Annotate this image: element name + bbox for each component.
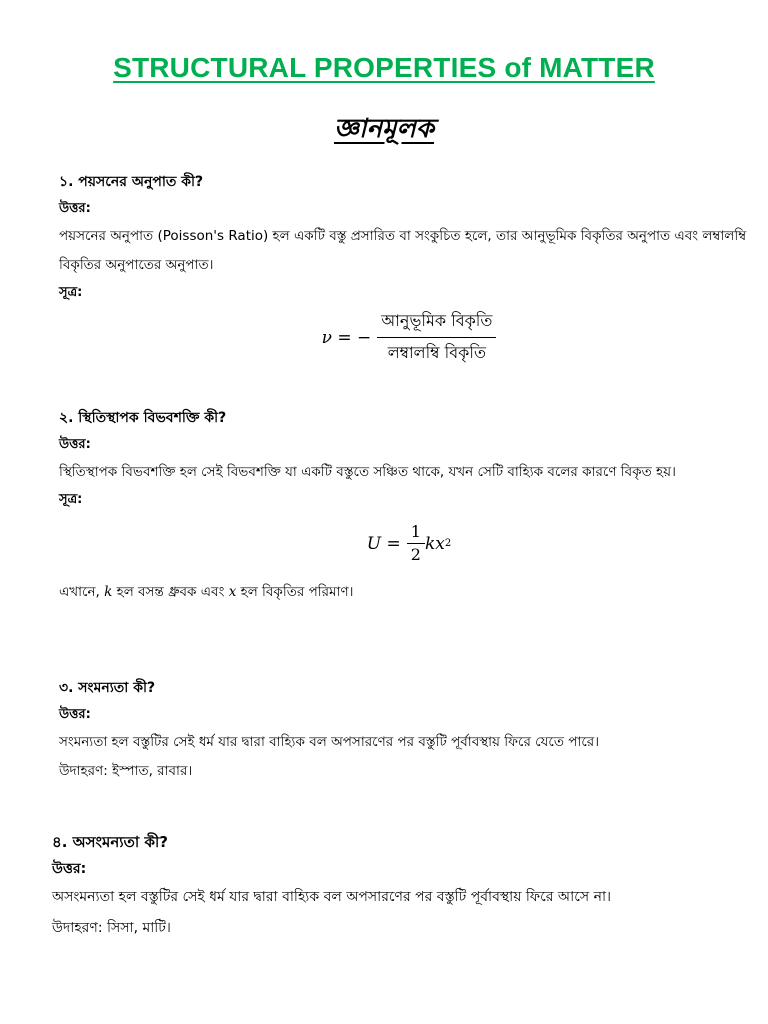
answer-label: উত্তর: <box>59 437 91 452</box>
fraction-numerator: 1 <box>407 523 425 544</box>
question-block-4 <box>52 832 762 944</box>
example-text: উদাহরণ: ইস্পাত, রাবার। <box>59 763 193 779</box>
example-text: উদাহরণ: সিসা, মাটি। <box>52 920 171 936</box>
formula-exponent: 2 <box>444 538 452 549</box>
fraction-denominator: 2 <box>410 545 421 564</box>
fraction <box>407 523 425 564</box>
question-block-3 <box>59 678 759 786</box>
question-title: ৩. সংমন্যতা কী? <box>59 680 156 696</box>
question-block-1 <box>59 172 759 367</box>
answer-text: স্থিতিস্থাপক বিভবশক্তি হল সেই বিভবশক্তি যা একটি বস্তুতে সঞ্চিত থাকে, যখন সেটি বাহ্যিক বলের কারণে বিকৃত হয়। <box>59 464 676 480</box>
note-prefix: এখানে, <box>59 584 105 600</box>
fraction-numerator: আনুভূমিক বিকৃতি <box>377 308 496 338</box>
formula-note <box>59 578 759 607</box>
note-var-x: x <box>228 584 237 600</box>
answer-label: উত্তর: <box>52 861 87 877</box>
answer-text: সংমন্যতা হল বস্তুটির সেই ধর্ম যার দ্বারা বাহ্যিক বল অপসারণের পর বস্তুটি পূর্বাবস্থায় ফিরে যেতে পারে। <box>59 734 600 750</box>
answer-text: পয়সনের অনুপাত (Poisson's Ratio) হল একটি বস্তু প্রসারিত বা সংকুচিত হলে, তার আনুভূমিক বিকৃতির অনুপাত এবং লম্বালম্বি বিকৃতির অনুপাতের অনুপাত। <box>59 228 747 273</box>
formula-lhs: ν = − <box>321 327 372 348</box>
fraction-denominator: লম্বালম্বি বিকৃতি <box>387 343 486 362</box>
question-title: ৪. অসংমন্যতা কী? <box>52 833 168 851</box>
note-var-k: k <box>104 584 113 600</box>
page-title: STRUCTURAL PROPERTIES of MATTER <box>113 52 655 83</box>
note-suffix: হল বিকৃতির পরিমাণ। <box>236 584 354 600</box>
answer-text: অসংমন্যতা হল বস্তুটির সেই ধর্ম যার দ্বারা বাহ্যিক বল অপসারণের পর বস্তুটি পূর্বাবস্থায় ফিরে আসে না। <box>52 889 612 905</box>
question-title: ২. স্থিতিস্থাপক বিভবশক্তি কী? <box>59 410 227 426</box>
answer-label: উত্তর: <box>59 201 91 216</box>
formula <box>59 523 759 564</box>
formula-lhs: U = <box>366 533 401 554</box>
answer-label: উত্তর: <box>59 707 91 722</box>
section-heading: জ্ঞানমূলক <box>334 114 434 144</box>
fraction <box>377 308 496 367</box>
formula-rhs: kx <box>424 533 445 554</box>
formula <box>59 308 759 367</box>
question-block-2 <box>59 408 759 607</box>
formula-label: সূত্র: <box>59 492 83 507</box>
note-mid: হল বসন্ত ধ্রুবক এবং <box>112 584 229 600</box>
question-title: ১. পয়সনের অনুপাত কী? <box>59 174 204 190</box>
formula-label: সূত্র: <box>59 285 83 300</box>
